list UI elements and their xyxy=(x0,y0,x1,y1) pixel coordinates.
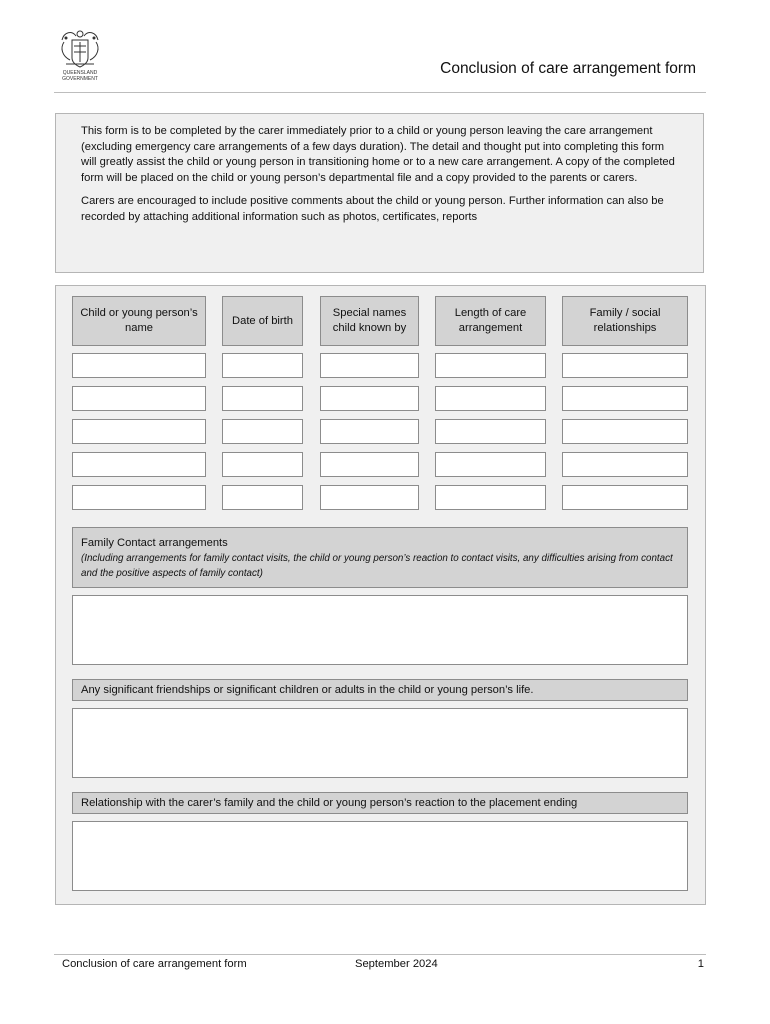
queensland-government-crest-icon xyxy=(52,26,108,82)
table-cell-length-of-care-row-2[interactable] xyxy=(435,386,546,411)
column-header-length-of-care: Length of care arrangement xyxy=(435,296,546,346)
table-cell-name-row-3[interactable] xyxy=(72,419,206,444)
table-cell-name-row-1[interactable] xyxy=(72,353,206,378)
family-contact-note: (Including arrangements for family contact visits, the child or young person’s reaction to contact visits, any difficulties arising from contact and the positive aspects of family contact) xyxy=(81,553,673,579)
column-header-dob: Date of birth xyxy=(222,296,303,346)
table-cell-family-relationships-row-3[interactable] xyxy=(562,419,688,444)
table-cell-dob-row-1[interactable] xyxy=(222,353,303,378)
header-divider xyxy=(54,92,706,93)
family-contact-heading xyxy=(72,527,688,588)
column-header-family-relationships: Family / social relationships xyxy=(562,296,688,346)
footer-form-name: Conclusion of care arrangement form xyxy=(62,958,247,970)
table-cell-length-of-care-row-5[interactable] xyxy=(435,485,546,510)
table-cell-dob-row-5[interactable] xyxy=(222,485,303,510)
column-header-name: Child or young person’s name xyxy=(72,296,206,346)
table-cell-name-row-4[interactable] xyxy=(72,452,206,477)
table-cell-dob-row-2[interactable] xyxy=(222,386,303,411)
table-cell-family-relationships-row-1[interactable] xyxy=(562,353,688,378)
relationship-field[interactable] xyxy=(72,821,688,891)
table-cell-dob-row-3[interactable] xyxy=(222,419,303,444)
page-title: Conclusion of care arrangement form xyxy=(440,60,696,77)
relationship-label: Relationship with the carer’s family and the child or young person’s reaction to the placement ending xyxy=(72,792,688,814)
instructions-paragraph-1: This form is to be completed by the carer immediately prior to a child or young person leaving the care arrangement (excluding emergency care arrangements of a few days duration). The detail and thought put into completing this form will greatly assist the child or young person in transitioning home or to a new care arrangement. A copy of the completed form will be placed on the child or young person’s departmental file and a copy provided to the parents or carers. xyxy=(81,125,675,184)
friendships-field[interactable] xyxy=(72,708,688,778)
table-cell-special-names-row-3[interactable] xyxy=(320,419,419,444)
column-header-special-names: Special names child known by xyxy=(320,296,419,346)
table-cell-name-row-5[interactable] xyxy=(72,485,206,510)
svg-text:GOVERNMENT: GOVERNMENT xyxy=(62,76,98,82)
table-cell-family-relationships-row-5[interactable] xyxy=(562,485,688,510)
family-contact-label: Family Contact arrangements xyxy=(81,537,228,549)
footer-page-number: 1 xyxy=(697,958,704,970)
table-cell-length-of-care-row-1[interactable] xyxy=(435,353,546,378)
table-cell-name-row-2[interactable] xyxy=(72,386,206,411)
table-cell-special-names-row-2[interactable] xyxy=(320,386,419,411)
family-contact-field[interactable] xyxy=(72,595,688,665)
table-cell-family-relationships-row-2[interactable] xyxy=(562,386,688,411)
footer-divider xyxy=(54,954,706,955)
table-cell-length-of-care-row-4[interactable] xyxy=(435,452,546,477)
table-cell-special-names-row-1[interactable] xyxy=(320,353,419,378)
instructions-box xyxy=(55,113,704,273)
instructions-paragraph-2: Carers are encouraged to include positive comments about the child or young person. Further information can also be recorded by attaching additional information such as photos, certificates, reports xyxy=(81,195,664,223)
table-cell-special-names-row-5[interactable] xyxy=(320,485,419,510)
table-cell-dob-row-4[interactable] xyxy=(222,452,303,477)
table-cell-family-relationships-row-4[interactable] xyxy=(562,452,688,477)
table-cell-length-of-care-row-3[interactable] xyxy=(435,419,546,444)
footer-date: September 2024 xyxy=(355,958,438,970)
friendships-label: Any significant friendships or significant children or adults in the child or young person’s life. xyxy=(72,679,688,701)
svg-text:QUEENSLAND: QUEENSLAND xyxy=(62,70,98,76)
table-cell-special-names-row-4[interactable] xyxy=(320,452,419,477)
